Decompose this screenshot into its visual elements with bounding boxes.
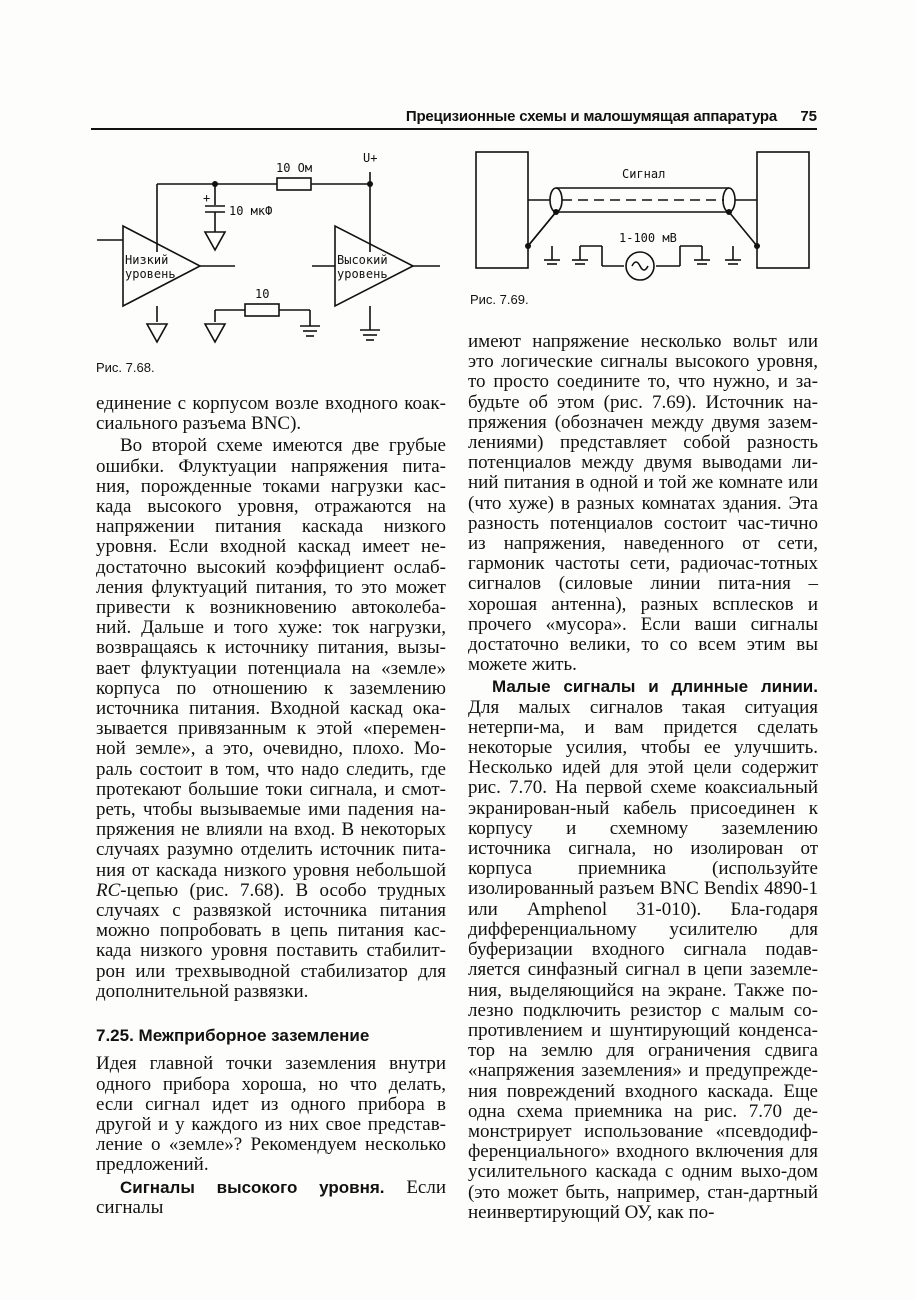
paragraph-lead: Сигналы высокого уровня. [120,1177,385,1197]
figure-7-68-caption: Рис. 7.68. [96,360,155,375]
paragraph [468,677,818,1222]
paragraph [96,1178,446,1218]
paragraph-text: Во второй схеме имеются две грубые ошибки. Флуктуации напряжения пита-ния, порожденные токами нагрузки кас-када высокого уровня, отражаются на напряжении питания каскада низкого уровня. Если входной каскад имеет не-достаточно высокий коэффициент ослаб-ления флуктуаций питания, то это может привести к возникновению автоколеба-ний. Дальше и того хуже: ток нагрузки, возвращаясь к источнику питания, вызы-вает флуктуации потенциала на «земле» корпуса по отношению к заземлению источника питания. Входной каскад ока-зывается привязанным к этой «перемен-ной земле», а это, очевидно, плохо. Мо-раль состоит в том, что надо следить, где протекают большие токи сигнала, и смот-реть, чтобы вызываемые ими падения на-пряжения не влияли на вход. В некоторых случаях разумно отделить источник пита-ния от каскада низкого уровня небольшой [96,435,446,881]
label-high-2: уровень [337,267,388,281]
label-low-2: уровень [125,267,176,281]
paragraph-text: -цепью (рис. 7.68). В особо трудных случаях с развязкой источника питания можно попробовать в цепь питания кас-када низкого уровня поставить стабилит-рон или трехвыводной стабилизатор для дополнительной развязки. [96,879,446,1002]
paragraph-text: Если сигналы [96,1176,447,1218]
paragraph: единение с корпусом возле входного коак-сиального разъема BNC). [96,393,446,435]
label-signal: Сигнал [622,167,666,181]
left-column [96,394,446,1218]
label-cap: 10 мкФ [229,204,273,218]
section-title: 7.25. Межприборное заземление [96,1026,370,1046]
rc-term: RC [96,879,121,901]
label-high-1: Высокий [337,253,388,267]
label-voltage: 1-100 мВ [619,231,677,245]
paragraph-lead: Малые сигналы и длинные линии. [492,677,818,697]
paragraph: имеют напряжение несколько вольт или это логические сигналы высокого уровня, то просто соедините то, что нужно, и за-будьте об этом (рис. 7.69). Источник на-пряжения (обозначен между двумя зазем-лениями) представляет собой разность потенциалов между двумя выводами ли-ний питания в одной и той же комнате или (что хуже) в разных комнатах здания. Эта разность потенциалов состоит час-тично из напряжения, наведенного от сети, гармоник частоты сети, радиочас-тотных сигналов (силовые линии пита-ния – хорошая антенна), разных всплесков и прочего «мусора». Если ваши сигналы достаточно велики, то со всем этим вы можете жить. [468,331,818,676]
page-number: 75 [800,108,817,125]
paragraph-text: Для малых сигналов такая ситуация нетерпи-ма, и вам придется сделать некоторые усилия, чтобы ее улучшить. Несколько идей для этой цели содержит рис. 7.70. На первой схеме коаксиальный экранирован-ный кабель присоединен к корпусу и схемному заземлению источника сигнала, но изолирован от корпуса приемника (используйте изолированный разъем BNC Bendix 4890-1 или Amphenol 31-010). Бла-годаря дифференциальному усилителю для буферизации входного сигнала подав-ляется синфазный сигнал в цепи заземле-ния, выделяющийся на экране. Также по-лезно подключить резистор с малым со-противлением и шунтирующий конденса-тор на землю для ограничения сдвига «напряжения заземления» и предупрежде-ния повреждений входного каскада. Еще одна схема приемника на рис. 7.70 де-монстрирует использование «псевдодиф-ференциального» входного включения для усилительного каскада с одним выхо-дом (это может быть, например, стан-дартный неинвертирующий ОУ, как по- [468,696,818,1223]
right-column [468,332,818,1223]
label-low-1: Низкий [125,253,169,267]
running-header-title: Прецизионные схемы и малошумящая аппаратура [405,108,777,125]
paragraph [96,436,446,1002]
plus-sign: + [203,191,211,205]
paragraph: Идея главной точки заземления внутри одного прибора хороша, но что делать, если сигнал идет из одного прибора в другой и у каждого из них свое представ-ление о «земле»? Рекомендуем несколько предложений. [96,1053,446,1176]
figure-7-69-schematic [474,150,814,280]
label-10-ohm: 10 Ом [276,161,313,175]
label-10: 10 [255,287,270,301]
figure-7-68-schematic [95,150,445,350]
label-vplus: U+ [363,151,378,165]
running-header [91,106,817,130]
figure-7-69-caption: Рис. 7.69. [470,292,529,307]
